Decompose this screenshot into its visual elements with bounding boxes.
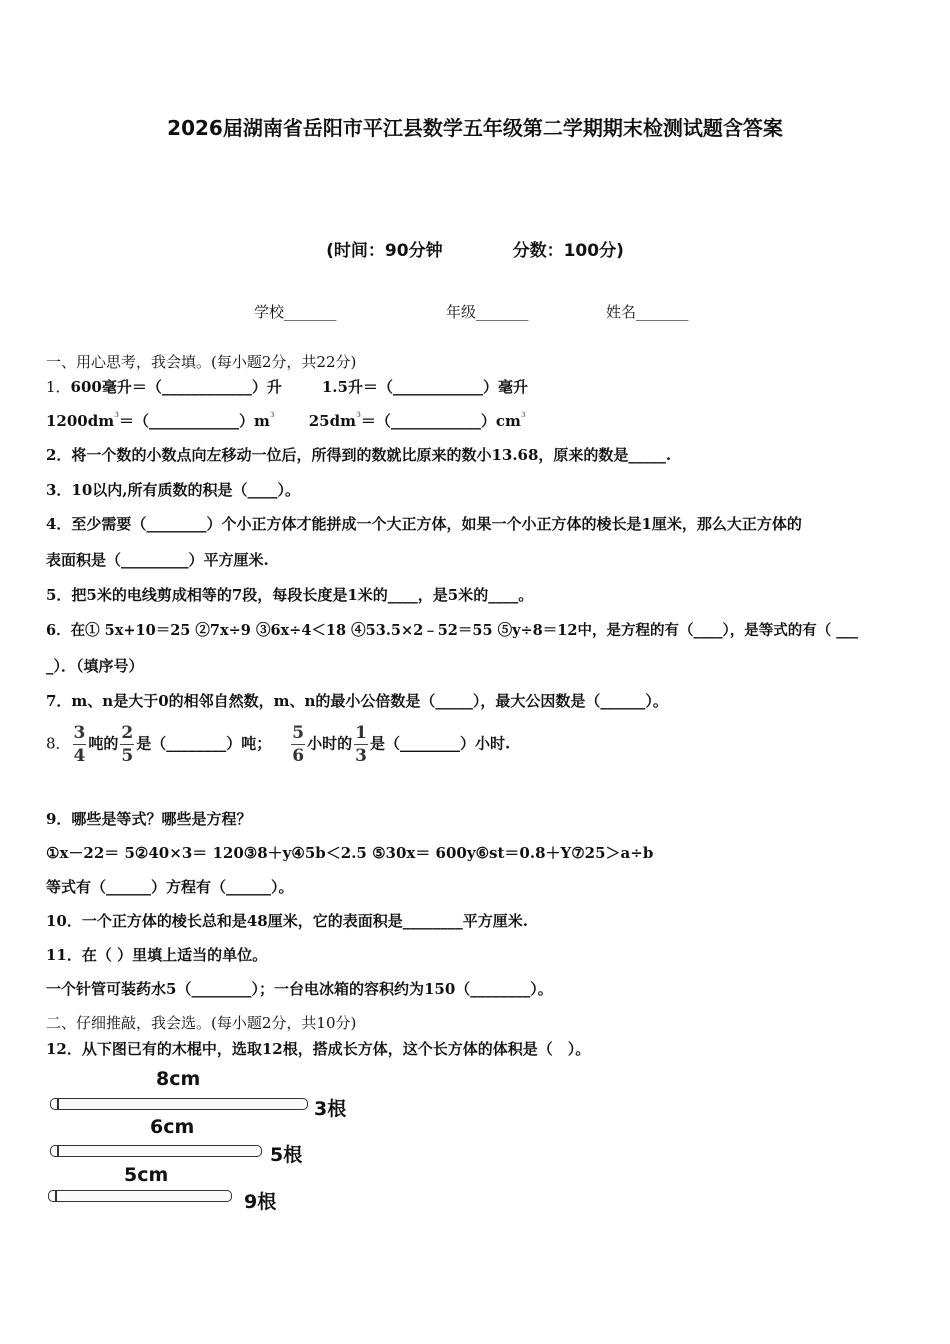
question-9-answer: 等式有（______）方程有（______）。 (46, 878, 294, 896)
denominator: 4 (73, 746, 86, 766)
exam-info (0, 236, 950, 261)
stick-count-label: 3根 (314, 1098, 347, 1120)
question-5: 5．把5米的电线剪成相等的7段，每段长度是1米的____，是5米的____。 (46, 586, 534, 604)
question-1-c: ＝（____________）m (118, 412, 270, 430)
question-11-body: 一个针管可装药水5（________）；一台电冰箱的容积约为150（________）。 (46, 980, 553, 998)
question-7: 7．m、n是大于0的相邻自然数，m、n的最小公倍数是（_____），最大公因数是（______）。 (46, 692, 668, 710)
grade-field[interactable]: 年级_______ (446, 303, 529, 321)
question-2: 2．将一个数的小数点向左移动一位后，所得到的数就比原来的数小13.68，原来的数是_____. (46, 446, 672, 464)
question-10: 10．一个正方体的棱长总和是48厘米，它的表面积是________平方厘米. (46, 912, 528, 930)
denominator: 6 (292, 746, 305, 766)
stick-length-label: 5cm (124, 1164, 169, 1186)
stick-8cm (50, 1098, 308, 1110)
question-8 (46, 723, 510, 766)
fraction-1-3 (354, 723, 368, 766)
question-8-text-1: 吨的 (88, 734, 119, 753)
denominator: 3 (355, 746, 367, 766)
numerator: 2 (121, 723, 134, 743)
question-1-row-2 (46, 410, 526, 431)
question-8-text-4: 是（________）小时. (369, 734, 511, 753)
numerator: 5 (292, 723, 305, 743)
stick-5cm (48, 1190, 232, 1202)
question-1-row-1 (46, 376, 528, 397)
question-8-text-2: 是（________）吨； (136, 734, 272, 753)
question-4-line-2: 表面积是（_________）平方厘米. (46, 551, 269, 569)
section-2-heading: 二、仔细推敲，我会选。(每小题2分，共10分) (46, 1014, 357, 1032)
question-6-line-1: 6．在① 5x+10＝25 ②7x÷9 ③6x÷4＜18 ④53.5×2﹣52＝55 ⑤y÷8＝12中，是方程的有（____），是等式的有（ ___ (46, 622, 858, 639)
school-field[interactable]: 学校_______ (254, 303, 337, 321)
name-field[interactable]: 姓名_______ (606, 303, 689, 321)
question-4-line-1: 4．至少需要（________）个小正方体才能拼成一个大正方体，如果一个小正方体的棱长是1厘米，那么大正方体的 (46, 515, 802, 533)
exam-time: (时间：90分钟 (326, 241, 443, 261)
question-9-items: ①x－22＝ 5②40×3＝ 120③8＋y④5b＜2.5 ⑤30x＝ 600y⑥st＝0.8＋Y⑦25＞a÷b (46, 844, 654, 862)
stick-count-label: 9根 (244, 1191, 277, 1213)
question-6-line-2: _）．（填序号） (46, 657, 144, 675)
question-1-d: ＝（____________）cm (360, 412, 521, 430)
superscript: 3 (269, 410, 275, 419)
numerator: 3 (73, 723, 86, 743)
superscript: 3 (355, 410, 361, 419)
question-1-b: 1.5升＝（____________）毫升 (321, 378, 528, 396)
denominator: 5 (121, 746, 134, 766)
question-12: 12．从下图已有的木棍中，选取12根，搭成长方体，这个长方体的体积是（ ）。 (46, 1040, 591, 1058)
numerator: 1 (355, 723, 367, 743)
stick-count-label: 5根 (270, 1144, 303, 1166)
stick-6cm (50, 1145, 262, 1157)
question-11-title: 11．在（ ）里填上适当的单位。 (46, 946, 268, 964)
question-1-a: 600毫升＝（____________）升 (70, 378, 282, 396)
question-1-d-unit: 25dm (308, 412, 356, 430)
exam-score: 分数：100分) (512, 241, 624, 261)
section-1-heading: 一、用心思考，我会填。(每小题2分，共22分) (46, 353, 357, 371)
document-title: 2026届湖南省岳阳市平江县数学五年级第二学期期末检测试题含答案 (167, 116, 783, 140)
question-8-number: 8． (46, 734, 71, 753)
fraction-3-4 (73, 723, 87, 766)
superscript: 3 (114, 410, 119, 419)
question-3: 3．10以内,所有质数的积是（____）。 (46, 481, 301, 499)
superscript: 3 (520, 410, 526, 419)
question-1-c-unit: 1200dm (46, 412, 115, 430)
question-1-number: 1． (46, 378, 71, 396)
stick-length-label: 8cm (156, 1068, 201, 1090)
question-8-text-3: 小时的 (307, 734, 353, 753)
question-9-title: 9．哪些是等式？哪些是方程？ (46, 810, 252, 828)
fraction-2-5 (120, 723, 134, 766)
fraction-5-6 (291, 723, 305, 766)
stick-length-label: 6cm (150, 1116, 195, 1138)
